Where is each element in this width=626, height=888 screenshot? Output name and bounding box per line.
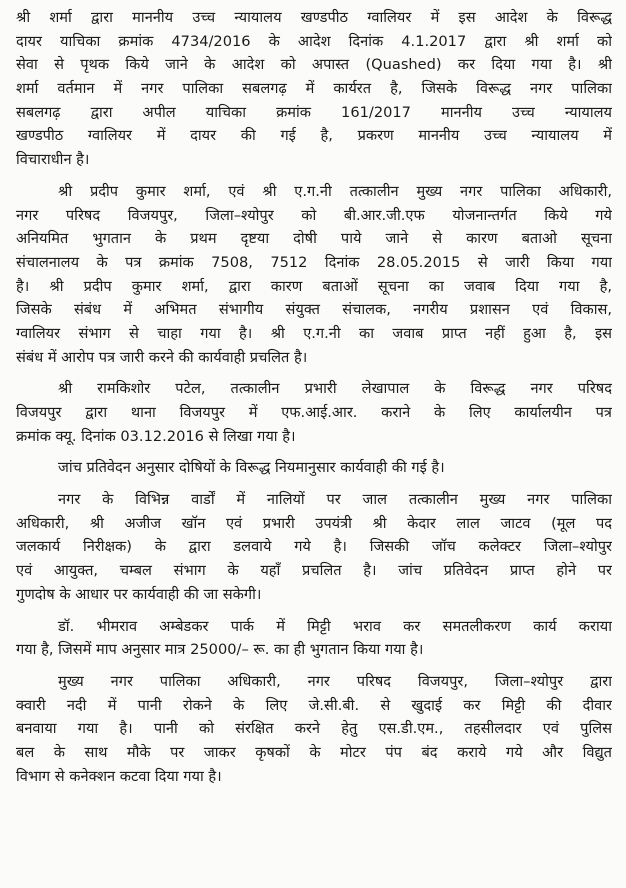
paragraph-line: श्री रामकिशोर पटेल, तत्कालीन प्रभारी लेखापाल के विरूद्ध नगर परिषद [58,380,612,398]
paragraph-line: विभाग से कनेक्शन कटवा दिया गया है। [16,767,222,785]
paragraph-5 [16,488,612,606]
paragraph-line: मुख्य नगर पालिका अधिकारी, नगर परिषद विजयपुर, जिला–श्योपुर द्वारा [58,672,612,690]
paragraph-line: खण्डपीठ ग्वालियर में दायर की गई है, प्रकरण माननीय उच्च न्यायालय में [16,127,612,145]
paragraph-line: विचाराधीन है। [16,151,90,169]
paragraph-line: ग्वालियर संभाग से चाहा गया है। श्री ए.ग.नी का जवाब प्राप्त नहीं हुआ है, इस [16,324,612,342]
paragraph-6 [16,615,612,662]
paragraph-line: नगर के विभिन्न वार्डों में नालियों पर जाल तत्कालीन मुख्य नगर पालिका [58,491,612,509]
paragraph-line: शर्मा वर्तमान में नगर पालिका सबलगढ़ में कार्यरत है, जिसके विरूद्ध नगर पालिका [16,80,612,98]
paragraph-line: जांच प्रतिवेदन अनुसार दोषियों के विरूद्ध नियमानुसार कार्यवाही की गई है। [58,459,445,477]
paragraph-line: संचालनालय के पत्र क्रमांक 7508, 7512 दिनांक 28.05.2015 से जारी किया गया [16,253,612,271]
paragraph-4 [16,456,612,480]
paragraph-line: बल के साथ मौके पर जाकर कृषकों के मोटर पंप बंद कराये गये और विद्युत [16,743,612,761]
paragraph-7 [16,670,612,788]
paragraph-line: सबलगढ़ द्वारा अपील याचिका क्रमांक 161/2017 माननीय उच्च न्यायालय [16,103,612,121]
paragraph-line: जलकार्य निरीक्षक) के द्वारा डलवाये गये है। जिसकी जॉच कलेक्टर जिला–श्योपुर [16,538,612,556]
paragraph-line: विजयपुर द्वारा थाना विजयपुर में एफ.आई.आर. कराने के लिए कार्यालयीन पत्र [16,404,612,421]
paragraph-1 [16,6,612,172]
paragraph-line: अनियमित भुगतान के प्रथम दृष्टया दोषी पाये जाने से कारण बताओ सूचना [16,230,612,248]
paragraph-line: संबंध में आरोप पत्र जारी करने की कार्यवाही प्रचलित है। [16,348,308,366]
paragraph-line: बनवाया गया है। पानी को संरक्षित करने हेतु एस.डी.एम., तहसीलदार एवं पुलिस [16,720,612,738]
paragraph-line: गया है, जिसमें माप अनुसार मात्र 25000/– रू. का ही भुगतान किया गया है। [16,641,424,659]
paragraph-line: जिसके संबंध में अभिमत संभागीय संयुक्त संचालक, नगरीय प्रशासन एवं विकास, [16,301,612,319]
paragraph-3 [16,377,612,448]
paragraph-line: दायर याचिका क्रमांक 4734/2016 के आदेश दिनांक 4.1.2017 द्वारा श्री शर्मा को [16,32,612,50]
paragraph-line: श्री शर्मा द्वारा माननीय उच्च न्यायालय खण्डपीठ ग्वालियर में इस आदेश के विरूद्ध [16,9,612,26]
paragraph-line: श्री प्रदीप कुमार शर्मा, एवं श्री ए.ग.नी तत्कालीन मुख्य नगर पालिका अधिकारी, [58,182,612,200]
paragraph-line: सेवा से पृथक किये जाने के आदेश को अपास्त (Quashed) कर दिया गया है। श्री [16,56,612,74]
paragraph-line: नगर परिषद विजयपुर, जिला–श्योपुर को बी.आर.जी.एफ योजनान्तर्गत किये गये [16,206,612,224]
paragraph-line: क्रमांक क्यू. दिनांक 03.12.2016 से लिखा गया है। [16,427,296,445]
paragraph-line: गुणदोष के आधार पर कार्यवाही की जा सकेगी। [16,585,262,603]
paragraph-line: है। श्री प्रदीप कुमार शर्मा, द्वारा कारण बताओं सूचना का जवाब दिया गया है, [16,277,612,295]
paragraph-line: अधिकारी, श्री अजीज खॉन एवं प्रभारी उपयंत्री श्री केदार लाल जाटव (मूल पद [16,514,612,532]
paragraph-line: एवं आयुक्त, चम्बल संभाग के यहाँ प्रचलित है। जांच प्रतिवेदन प्राप्त होने पर [16,562,612,580]
paragraph-line: डॉ. भीमराव अम्बेडकर पार्क में मिट्टी भराव कर समतलीकरण कार्य कराया [58,617,612,635]
paragraph-line: क्वारी नदी में पानी रोकने के लिए जे.सी.बी. से खुदाई कर मिट्टी की दीवार [16,696,612,714]
paragraph-2 [16,180,612,370]
